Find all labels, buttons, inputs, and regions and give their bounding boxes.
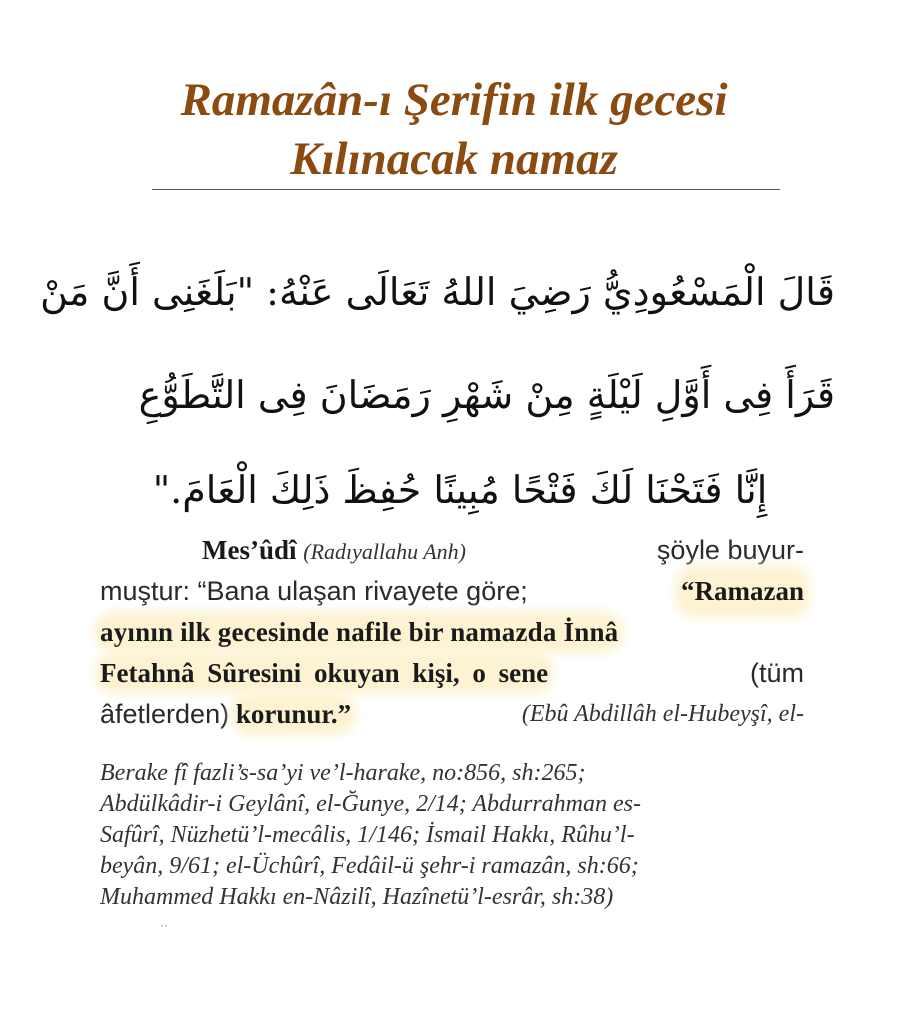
para-line-2-text: muştur: “Bana ulaşan rivayete göre; — [100, 576, 528, 606]
narrator-name: Mes’ûdî — [202, 535, 297, 565]
highlight-line-4: Fetahnâ Sûresini okuyan kişi, o sene — [100, 658, 549, 688]
reference-line-5: Muhammed Hakkı en-Nâzilî, Hazînetü’l-esrâr, sh:38) — [100, 884, 614, 910]
title-line-1: Ramazân-ı Şerifin ilk gecesi — [180, 74, 728, 126]
honorific: (Radıyallahu Anh) — [303, 539, 466, 564]
translation-paragraph — [100, 530, 804, 735]
highlight-line-3: ayının ilk gecesinde nafile bir namazda İnnâ — [100, 617, 619, 647]
reference-line-2: Abdülkâdir-i Geylânî, el-Ğunye, 2/14; Abdurrahman es- — [100, 791, 641, 817]
highlight-line-2: “Ramazan — [681, 571, 804, 612]
arabic-line-1: قَالَ الْمَسْعُودِيُّ رَضِيَ اللهُ تَعَالَى عَنْهُ: "بَلَغَنِى أَنَّ مَنْ — [40, 270, 835, 314]
arabic-line-3: إِنَّا فَتَحْنَا لَكَ فَتْحًا مُبِينًا حُفِظَ ذَلِكَ الْعَامَ." — [152, 468, 768, 512]
reference-line-3: Safûrî, Nüzhetü’l-mecâlis, 1/146; İsmail Hakkı, Rûhu’l- — [100, 822, 635, 848]
title-divider — [152, 189, 780, 190]
reference-line-4: beyân, 9/61; el-Üchûrî, Fedâil-ü şehr-i ramazân, sh:66; — [100, 853, 639, 879]
references — [100, 758, 806, 913]
para-line-4-tail: (tüm — [750, 658, 804, 688]
para-line-5-text: âfetlerden) — [100, 699, 230, 729]
highlight-line-5: korunur.” — [235, 699, 352, 729]
para-line-1-tail: şöyle buyur- — [656, 535, 804, 565]
reference-line-1: Berake fî fazli’s-sa’yi ve’l-harake, no:856, sh:265; — [100, 760, 586, 786]
reference-start: (Ebû Abdillâh el-Hubeyşî, el- — [521, 701, 804, 727]
page-mark: ˙˙ — [160, 922, 168, 936]
title-line-2: Kılınacak namaz — [290, 133, 618, 185]
arabic-line-2: قَرَأَ فِى أَوَّلِ لَيْلَةٍ مِنْ شَهْرِ رَمَضَانَ فِى التَّطَوُّعِ — [138, 373, 835, 417]
